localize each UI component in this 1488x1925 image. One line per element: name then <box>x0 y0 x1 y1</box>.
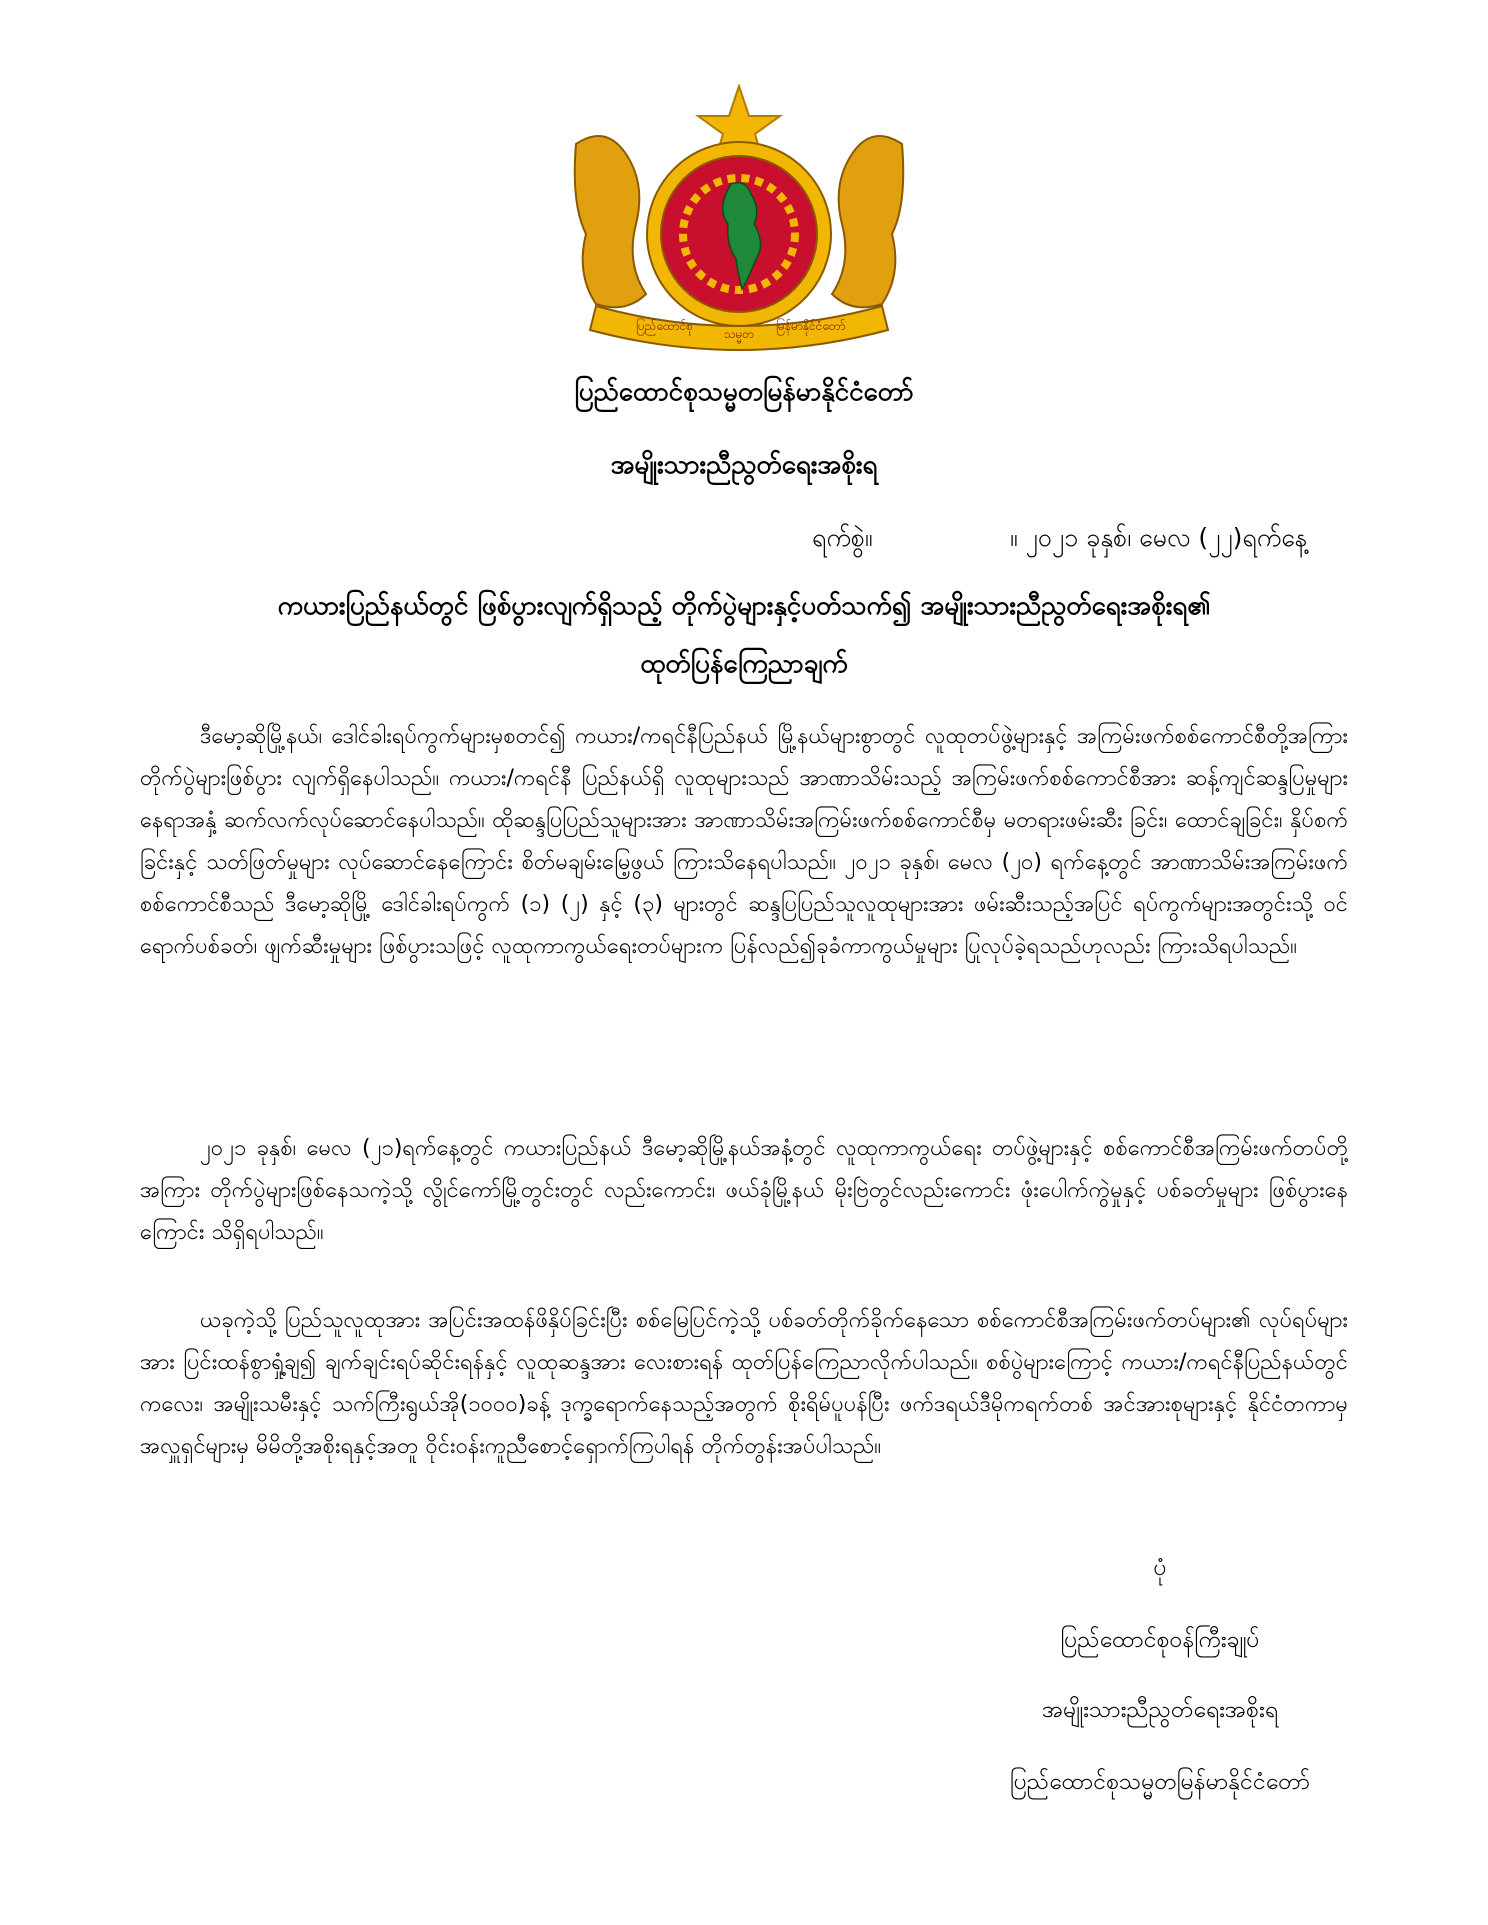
signature-government: အမျိုးသားညီညွတ်ရေးအစိုးရ <box>1041 1697 1279 1723</box>
signature-by: ပုံ <box>1153 1555 1167 1581</box>
ministry-heading: အမျိုးသားညီညွတ်ရေးအစိုးရ <box>610 450 878 480</box>
signature-title: ပြည်ထောင်စုဝန်ကြီးချုပ် <box>1060 1627 1260 1653</box>
reference-line <box>0 518 1488 558</box>
reference-date: ။ ၂၀၂၁ ခုနှစ်၊ မေလ (၂၂)ရက်နေ့ <box>1010 523 1308 552</box>
seal-text-center: သမ္မတ <box>723 327 755 341</box>
body-paragraph-1: ဒီမော့ဆိုမြို့နယ်၊ ဒေါင်ခါးရပ်ကွက်များမှစတင်၍ ကယား/ကရင်နီပြည်နယ် မြို့နယ်များစွာတွင် လူထုတပ်ဖွဲ့များနှင့် အကြမ်းဖက်စစ်ကောင်စီတို့အကြား တိုက်ပွဲများဖြစ်ပွား လျက်ရှိနေပါသည်။ ကယား/ကရင်နီ ပြည်နယ်ရှိ လူထုများသည် အာဏာသိမ်းသည့် အကြမ်းဖက်စစ်ကောင်စီအား ဆန့်ကျင်ဆန္ဒပြမှုများ နေရာအနှံ့ ဆက်လက်လုပ်ဆောင်နေပါသည်။ ထိုဆန္ဒပြပြည်သူများအား အာဏာသိမ်းအကြမ်းဖက်စစ်ကောင်စီမှ မတရားဖမ်းဆီး ခြင်း၊ ထောင်ချခြင်း၊ နှိပ်စက်ခြင်းနှင့် သတ်ဖြတ်မှုများ လုပ်ဆောင်နေကြောင်း စိတ်မချမ်းမြေ့ဖွယ် ကြားသိနေရပါသည်။ ၂၀၂၁ ခုနှစ်၊ မေလ (၂၀) ရက်နေ့တွင် အာဏာသိမ်းအကြမ်းဖက်စစ်ကောင်စီသည် ဒီမော့ဆိုမြို့ ဒေါင်ခါးရပ်ကွက် (၁) (၂) နှင့် (၃) များတွင် ဆန္ဒပြပြည်သူလူထုများအား ဖမ်းဆီးသည့်အပြင် ရပ်ကွက်များအတွင်းသို့ ဝင်ရောက်ပစ်ခတ်၊ ဖျက်ဆီးမှုများ ဖြစ်ပွားသဖြင့် လူထုကာကွယ်ရေးတပ်များက ပြန်လည်၍ခုခံကာကွယ်မှုများ ပြုလုပ်ခဲ့ရသည်ဟုလည်း ကြားသိရပါသည်။ <box>140 724 1348 959</box>
body-paragraph-2: ၂၀၂၁ ခုနှစ်၊ မေလ (၂၁)ရက်နေ့တွင် ကယားပြည်နယ် ဒီမော့ဆိုမြို့နယ်အနံ့တွင် လူထုကာကွယ်ရေး တပ်ဖွဲ့များနှင့် စစ်ကောင်စီအကြမ်းဖက်တပ်တို့အကြား တိုက်ပွဲများဖြစ်နေသကဲ့သို့ လွိုင်ကော်မြို့တွင်းတွင် လည်းကောင်း၊ ဖယ်ခုံမြို့နယ် မိုးဗြဲတွင်လည်းကောင်း ဖုံးပေါက်ကွဲမှုနှင့် ပစ်ခတ်မှုများ ဖြစ်ပွားနေကြောင်း သိရှိရပါသည်။ <box>140 1136 1348 1245</box>
subject-line-1: ကယားပြည်နယ်တွင် ဖြစ်ပွားလျက်ရှိသည့် တိုက်ပွဲများနှင့်ပတ်သက်၍ အမျိုးသားညီညွတ်ရေးအစိုးရ၏ <box>277 591 1211 621</box>
subject-line-2: ထုတ်ပြန်ကြေညာချက် <box>640 649 848 679</box>
seal-text-right: မြန်မာနိုင်ငံတော် <box>776 319 846 333</box>
state-seal-icon <box>566 84 912 352</box>
state-name-heading: ပြည်ထောင်စုသမ္မတမြန်မာနိုင်ငံတော် <box>574 377 914 407</box>
reference-number-label: ရက်စွဲ။ <box>812 523 873 552</box>
signature-country: ပြည်ထောင်စုသမ္မတမြန်မာနိုင်ငံတော် <box>1009 1769 1311 1795</box>
body-paragraph-3: ယခုကဲ့သို့ ပြည်သူလူထုအား အပြင်းအထန်ဖိနှိပ်ခြင်းပြီး စစ်မြေပြင်ကဲ့သို့ ပစ်ခတ်တိုက်ခိုက်နေသော စစ်ကောင်စီအကြမ်းဖက်တပ်များ၏ လုပ်ရပ်များအား ပြင်းထန်စွာရှုံ့ချ၍ ချက်ချင်းရပ်ဆိုင်းရန်နှင့် လူထုဆန္ဒအား လေးစားရန် ထုတ်ပြန်ကြေညာလိုက်ပါသည်။ စစ်ပွဲများကြောင့် ကယား/ကရင်နီပြည်နယ်တွင် ကလေး၊ အမျိုးသမီးနှင့် သက်ကြီးရွယ်အို(၁၀၀၀)ခန့် ဒုက္ခရောက်နေသည့်အတွက် စိုးရိမ်ပူပန်ပြီး ဖက်ဒရယ်ဒီမိုကရက်တစ် အင်အားစုများနှင့် နိုင်ငံတကာမှ အလှူရှင်များမှ မိမိတို့အစိုးရနှင့်အတူ ဝိုင်းဝန်းကူညီစောင့်ရှောက်ကြပါရန် တိုက်တွန်းအပ်ပါသည်။ <box>140 1308 1348 1459</box>
seal-text-left: ပြည်ထောင်စု <box>636 319 693 333</box>
